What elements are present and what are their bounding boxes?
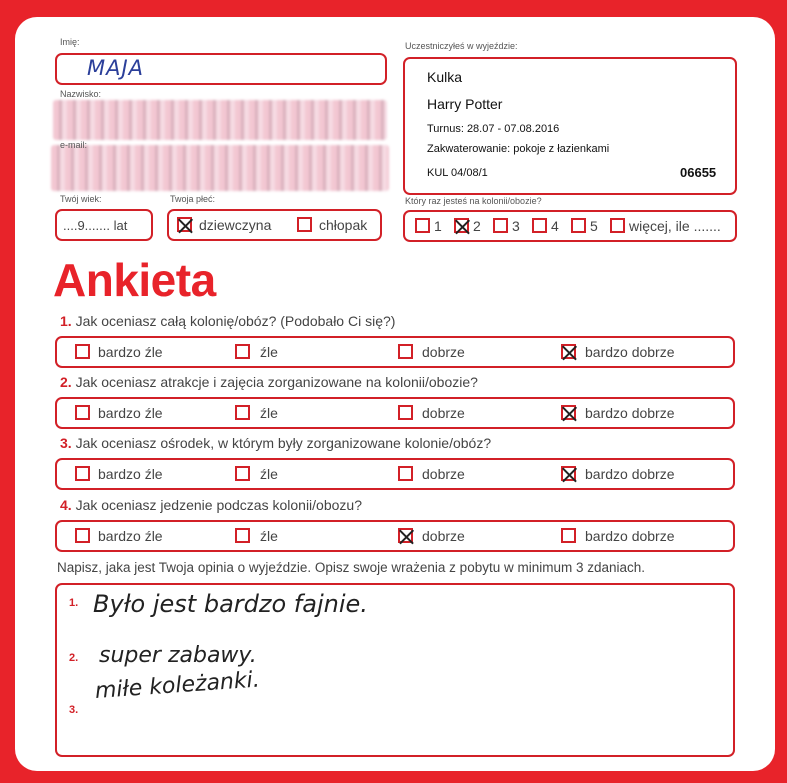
page-title: Ankieta xyxy=(53,254,216,306)
opinion-line-2: super zabawy. xyxy=(99,643,257,668)
question-3 xyxy=(60,435,491,451)
checkbox-q3-zle[interactable] xyxy=(235,466,250,481)
answer-row-4 xyxy=(55,520,735,552)
question-1-text: Jak oceniasz całą kolonię/obóz? (Podobało Ci się?) xyxy=(75,313,396,329)
option-label: bardzo dobrze xyxy=(585,344,675,360)
checkbox-times-more[interactable] xyxy=(610,218,625,233)
survey-card xyxy=(15,17,775,771)
checkbox-q4-zle[interactable] xyxy=(235,528,250,543)
trip-line1: Kulka xyxy=(427,69,463,85)
question-4-text: Jak oceniasz jedzenie podczas kolonii/obozu? xyxy=(75,497,362,513)
option-label: bardzo dobrze xyxy=(585,528,675,544)
times-option-5: 5 xyxy=(590,218,598,234)
times-option-1: 1 xyxy=(434,218,442,234)
wiek-field[interactable] xyxy=(55,209,153,241)
question-1-number: 1. xyxy=(60,313,72,329)
checkbox-q2-bardzo-dobrze[interactable] xyxy=(561,405,576,420)
times-label: Który raz jesteś na kolonii/obozie? xyxy=(405,196,542,206)
email-label: e-mail: xyxy=(60,140,88,150)
option-label: źle xyxy=(260,344,278,360)
imie-value: MAJA xyxy=(87,56,145,80)
wiek-label: Twój wiek: xyxy=(60,194,102,204)
times-option-4: 4 xyxy=(551,218,559,234)
checkbox-q2-zle[interactable] xyxy=(235,405,250,420)
answer-row-1 xyxy=(55,336,735,368)
trip-line2: Harry Potter xyxy=(427,96,503,112)
question-2 xyxy=(60,374,478,390)
opinion-number-2: 2. xyxy=(69,652,79,664)
question-2-text: Jak oceniasz atrakcje i zajęcia zorganizowane na kolonii/obozie? xyxy=(75,374,478,390)
checkbox-times-1[interactable] xyxy=(415,218,430,233)
checkbox-chlopak[interactable] xyxy=(297,217,312,232)
checkbox-q1-bardzo-dobrze[interactable] xyxy=(561,344,576,359)
option-label: źle xyxy=(260,466,278,482)
times-group xyxy=(403,210,737,242)
opinion-line-3: miłe koleżanki. xyxy=(94,667,261,704)
option-label: bardzo źle xyxy=(98,528,163,544)
imie-label: Imię: xyxy=(60,37,80,47)
checkbox-q2-bardzo-zle[interactable] xyxy=(75,405,90,420)
checkbox-q2-dobrze[interactable] xyxy=(398,405,413,420)
email-redacted xyxy=(51,145,389,191)
wiek-value: ....9....... lat xyxy=(63,218,128,233)
imie-field[interactable] xyxy=(55,53,387,85)
option-label: dobrze xyxy=(422,528,465,544)
question-3-number: 3. xyxy=(60,435,72,451)
plec-group xyxy=(167,209,382,241)
checkbox-q3-bardzo-zle[interactable] xyxy=(75,466,90,481)
opinion-line-1: Było jest bardzo fajnie. xyxy=(93,590,368,618)
nazwisko-label: Nazwisko: xyxy=(60,89,102,99)
trip-box xyxy=(403,57,737,195)
checkbox-q1-zle[interactable] xyxy=(235,344,250,359)
checkbox-dziewczyna[interactable] xyxy=(177,217,192,232)
option-label: bardzo dobrze xyxy=(585,466,675,482)
option-label: bardzo źle xyxy=(98,466,163,482)
option-label: dobrze xyxy=(422,466,465,482)
nazwisko-redacted xyxy=(53,100,387,140)
times-option-3: 3 xyxy=(512,218,520,234)
option-label: dobrze xyxy=(422,405,465,421)
times-option-more: więcej, ile ....... xyxy=(629,218,721,234)
plec-label: Twoja płeć: xyxy=(170,194,216,204)
option-label: bardzo źle xyxy=(98,405,163,421)
checkbox-times-5[interactable] xyxy=(571,218,586,233)
opinion-number-1: 1. xyxy=(69,597,79,609)
option-label: bardzo dobrze xyxy=(585,405,675,421)
trip-code: KUL 04/08/1 xyxy=(427,167,488,179)
opinion-number-3: 3. xyxy=(69,704,79,716)
checkbox-q1-bardzo-zle[interactable] xyxy=(75,344,90,359)
checkbox-q1-dobrze[interactable] xyxy=(398,344,413,359)
checkbox-times-4[interactable] xyxy=(532,218,547,233)
times-option-2: 2 xyxy=(473,218,481,234)
trip-label: Uczestniczyłeś w wyjeździe: xyxy=(405,41,518,51)
question-2-number: 2. xyxy=(60,374,72,390)
trip-turnus: Turnus: 28.07 - 07.08.2016 xyxy=(427,123,560,135)
plec-option-chlopak: chłopak xyxy=(319,217,368,233)
question-4 xyxy=(60,497,362,513)
trip-number: 06655 xyxy=(680,165,717,180)
checkbox-q3-bardzo-dobrze[interactable] xyxy=(561,466,576,481)
plec-option-dziewczyna: dziewczyna xyxy=(199,217,272,233)
answer-row-3 xyxy=(55,458,735,490)
question-4-number: 4. xyxy=(60,497,72,513)
opinion-prompt: Napisz, jaka jest Twoja opinia o wyjeździe. Opisz swoje wrażenia z pobytu w minimum 3 zdaniach. xyxy=(57,560,646,575)
checkbox-q3-dobrze[interactable] xyxy=(398,466,413,481)
checkbox-times-2[interactable] xyxy=(454,218,469,233)
question-1 xyxy=(60,313,395,329)
option-label: bardzo źle xyxy=(98,344,163,360)
answer-row-2 xyxy=(55,397,735,429)
option-label: źle xyxy=(260,528,278,544)
option-label: źle xyxy=(260,405,278,421)
trip-zakwaterowanie: Zakwaterowanie: pokoje z łazienkami xyxy=(427,143,610,155)
question-3-text: Jak oceniasz ośrodek, w którym były zorganizowane kolonie/obóz? xyxy=(75,435,492,451)
checkbox-times-3[interactable] xyxy=(493,218,508,233)
checkbox-q4-bardzo-zle[interactable] xyxy=(75,528,90,543)
checkbox-q4-dobrze[interactable] xyxy=(398,528,413,543)
checkbox-q4-bardzo-dobrze[interactable] xyxy=(561,528,576,543)
option-label: dobrze xyxy=(422,344,465,360)
